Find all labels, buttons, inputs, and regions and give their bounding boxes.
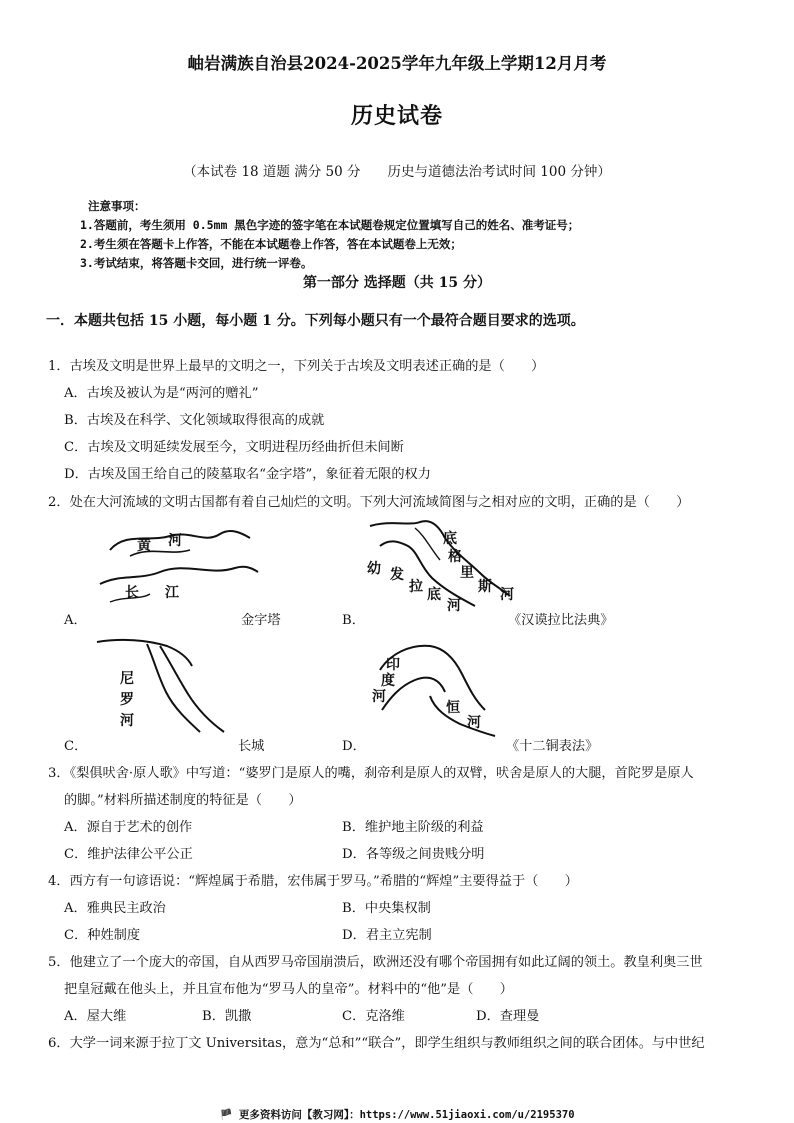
question-1-option-b: B．古埃及在科学、文化领域取得很高的成就 [64,413,325,428]
map-a-char-3: 长 [125,585,139,601]
footer-link[interactable]: 🏴 更多资料访问【教习网】：https://www.51jiaoxi.com/u/2195370 [219,1109,575,1121]
map-d-char-2: 度 [381,673,395,689]
map-b-char-9: 底 [427,587,441,603]
map-b-char-7: 发 [390,567,404,583]
question-2-option-a-text: 金字塔 [241,613,281,628]
map-b-char-2: 格 [448,549,462,565]
map-d-char-1: 印 [386,657,400,673]
question-1-option-c: C．古埃及文明延续发展至今，文明进程历经曲折但未间断 [64,440,404,455]
question-3-option-b: B．维护地主阶级的利益 [342,820,484,835]
map-c-char-2: 罗 [120,692,134,708]
question-1-option-d: D．古埃及国王给自己的陵墓取名“金字塔”，象征着无限的权力 [64,467,431,482]
map-b-char-8: 拉 [409,579,423,595]
exam-title: 岫岩满族自治县2024-2025学年九年级上学期12月月考 [187,54,607,73]
map-d-char-3: 河 [372,689,386,705]
map-a-char-4: 江 [165,585,179,601]
question-2-option-a-letter: A． [64,613,87,628]
question-4-option-d: D．君主立宪制 [342,928,432,943]
question-4-option-b: B．中央集权制 [342,901,431,916]
question-5-option-c: C．克洛维 [342,1009,405,1024]
question-5-option-b: B．凯撒 [202,1009,252,1024]
question-2-option-b-letter: B． [342,613,365,628]
question-5-option-d: D．查理曼 [476,1009,540,1024]
question-4-stem: 4．西方有一句谚语说：“辉煌属于希腊，宏伟属于罗马。”希腊的“辉煌”主要得益于（ ） [48,874,578,889]
map-b-char-1: 底 [443,531,457,547]
question-3-option-d: D．各等级之间贵贱分明 [342,847,485,862]
notice-item-2: 2.考生须在答题卡上作答，不能在本试题卷上作答，答在本试题卷上无效； [80,237,462,251]
question-2-stem: 2．处在大河流域的文明古国都有着自己灿烂的文明。下列大河流域简图与之相对应的文明，正确的是（ ） [48,495,690,510]
map-a-char-2: 河 [168,533,182,549]
map-c-char-1: 尼 [120,671,134,687]
map-c-nile [92,636,242,736]
exam-subtitle: 历史试卷 [350,103,443,129]
map-b-char-3: 里 [460,565,474,581]
question-2-option-d-text: 《十二铜表法》 [506,739,599,754]
map-d-char-4: 恒 [446,700,460,716]
question-4-option-c: C．种姓制度 [64,928,141,943]
question-3-option-a: A．源自于艺术的创作 [64,820,193,835]
question-2-option-c-letter: C． [64,739,88,754]
question-6-stem: 6．大学一词来源于拉丁文 Universitas，意为“总和”“联合”，即学生组织与教师组织之间的联合团体。与中世纪 [48,1036,705,1051]
question-2-option-b-text: 《汉谟拉比法典》 [508,613,614,628]
map-c-char-3: 河 [120,713,134,729]
question-5-stem-line-1: 5．他建立了一个庞大的帝国，自从西罗马帝国崩溃后，欧洲还没有哪个帝国拥有如此辽阔的领土。教皇利奥三世 [48,955,703,970]
map-b-char-4: 斯 [478,579,492,595]
map-b-char-6: 幼 [367,561,381,577]
question-1-option-a: A．古埃及被认为是“两河的赠礼” [64,386,259,401]
question-3-stem-line-1: 3．《梨俱吠舍·原人歌》中写道：“婆罗门是原人的嘴，刹帝利是原人的双臂，吠舍是原人的大腿，首陀罗是原人 [48,766,694,781]
exam-info: （本试卷 18 道题 满分 50 分 历史与道德法治考试时间 100 分钟） [183,164,611,180]
question-5-option-a: A．屋大维 [64,1009,127,1024]
notice-heading: 注意事项： [88,199,146,213]
map-a-char-1: 黄 [137,538,151,554]
map-b-char-10: 河 [447,598,461,614]
question-4-option-a: A．雅典民主政治 [64,901,166,916]
notice-item-1: 1.答题前，考生须用 0.5mm 黑色字迹的签字笔在本试题卷规定位置填写自己的姓名、准考证号； [80,218,580,232]
question-5-stem-line-2: 把皇冠戴在他头上，并且宣布他为“罗马人的皇帝”。材料中的“他”是（ ） [64,982,513,997]
section-title: 一．本题共包括 15 小题，每小题 1 分。下列每小题只有一个最符合题目要求的选项。 [46,313,585,329]
part-title: 第一部分 选择题（共 15 分） [302,275,492,291]
question-3-option-c: C．维护法律公平公正 [64,847,193,862]
question-1-stem: 1．古埃及文明是世界上最早的文明之一，下列关于古埃及文明表述正确的是（ ） [48,359,545,374]
map-b-char-5: 河 [500,587,514,603]
question-3-stem-line-2: 的脚。”材料所描述制度的特征是（ ） [64,793,302,808]
notice-item-3: 3.考试结束，将答题卡交回，进行统一评卷。 [80,256,313,270]
map-d-char-5: 河 [467,715,481,731]
question-2-option-d-letter: D． [342,739,366,754]
question-2-option-c-text: 长城 [238,739,265,754]
